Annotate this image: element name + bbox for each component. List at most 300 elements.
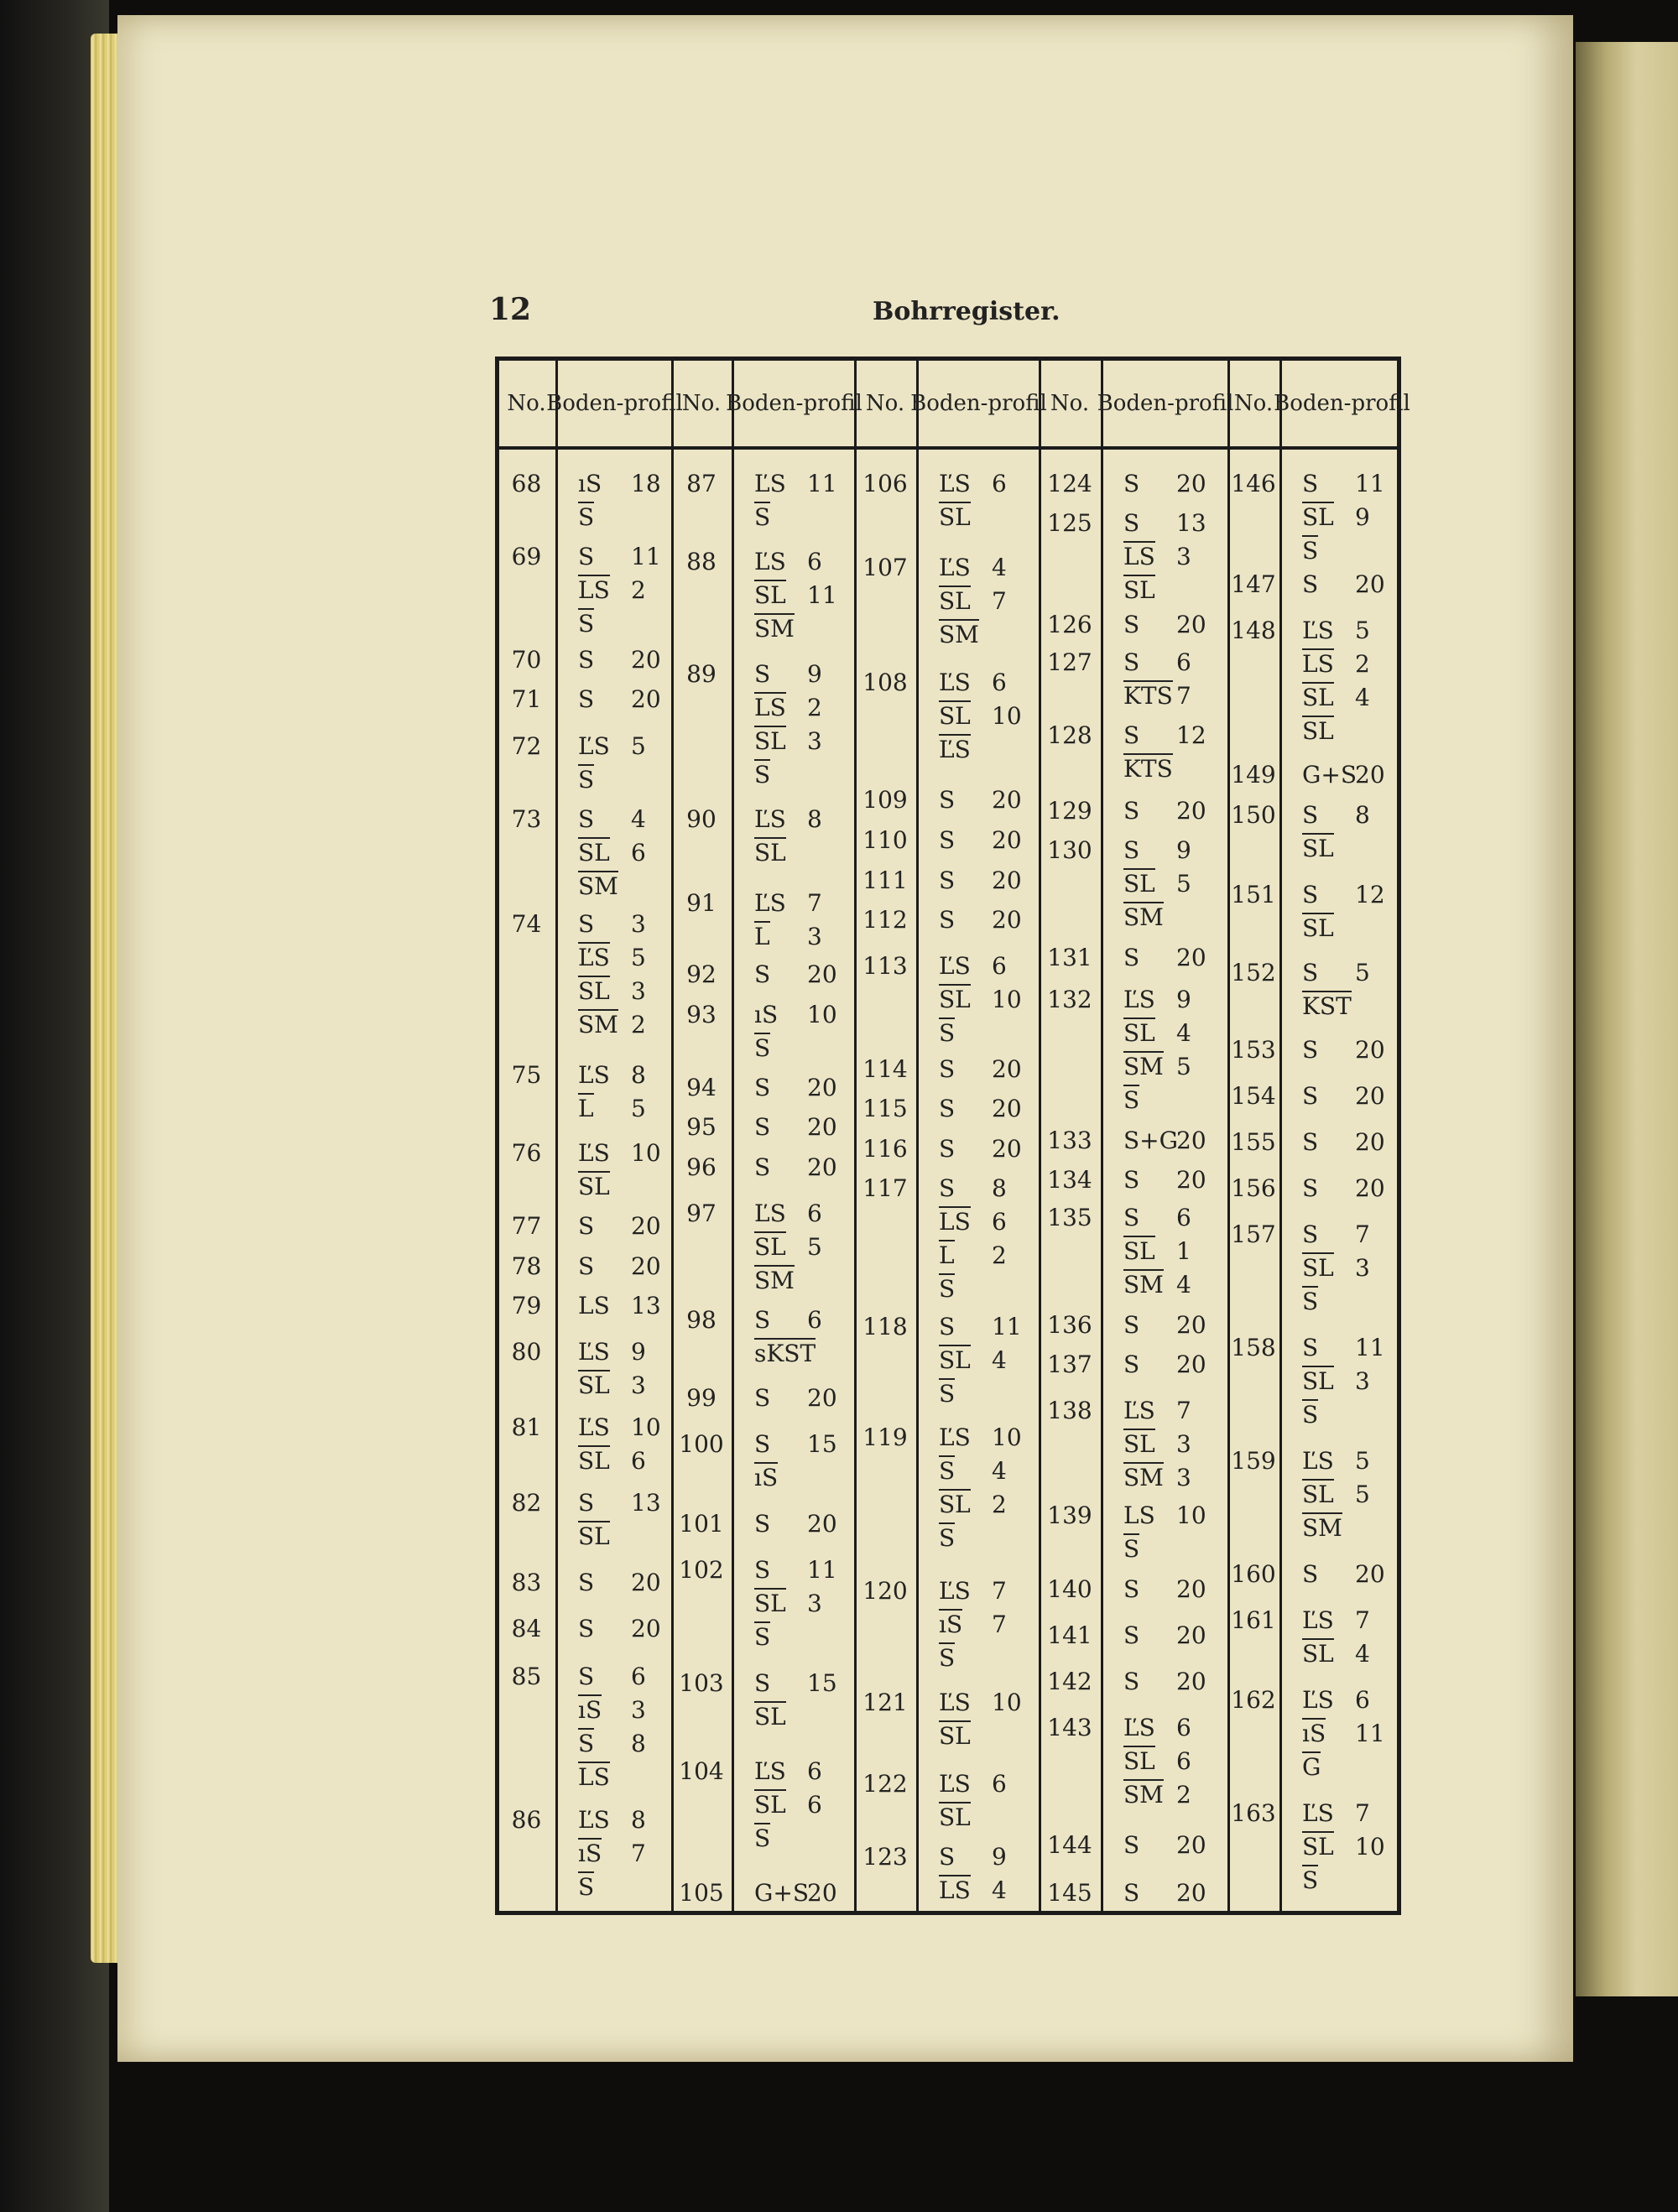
thickness-value: 7 bbox=[807, 889, 822, 917]
soil-code-text: S bbox=[1123, 1166, 1140, 1194]
soil-code-text: SL bbox=[754, 839, 786, 867]
column-rule bbox=[916, 361, 919, 1911]
soil-code-text: ĽS bbox=[939, 669, 971, 696]
soil-code bbox=[1123, 870, 1155, 898]
thickness-value: 6 bbox=[807, 1306, 822, 1334]
soil-code-text: LS bbox=[578, 576, 610, 604]
thickness-value: 10 bbox=[1355, 1833, 1385, 1861]
soil-code bbox=[1302, 1720, 1326, 1747]
soil-code bbox=[578, 944, 610, 971]
thickness-value: 5 bbox=[1176, 1053, 1191, 1080]
bore-number: 147 bbox=[1231, 570, 1276, 598]
thickness-value: 10 bbox=[807, 1001, 837, 1028]
soil-code-text: SL bbox=[578, 1447, 610, 1475]
soil-code-text: SL bbox=[578, 1371, 610, 1399]
page-title: Bohrregister. bbox=[873, 297, 1060, 326]
soil-code-text: ĽS bbox=[1123, 1397, 1155, 1424]
soil-code-text: ĽS bbox=[578, 732, 610, 760]
soil-code bbox=[1302, 1447, 1334, 1475]
soil-code-text: SM bbox=[578, 1011, 618, 1038]
thickness-value: 5 bbox=[1176, 870, 1191, 898]
thickness-value: 20 bbox=[631, 1252, 661, 1280]
bore-number: 136 bbox=[1047, 1311, 1092, 1339]
soil-code-text: L bbox=[578, 1095, 594, 1122]
bore-number: 150 bbox=[1231, 801, 1276, 829]
bore-number: 106 bbox=[862, 470, 908, 497]
soil-code bbox=[1302, 835, 1334, 862]
soil-code bbox=[578, 1371, 610, 1399]
thickness-value: 6 bbox=[1355, 1686, 1370, 1714]
soil-code bbox=[754, 660, 770, 688]
bore-number: 75 bbox=[511, 1061, 542, 1089]
bore-number: 92 bbox=[686, 960, 717, 988]
bore-number: 103 bbox=[679, 1669, 724, 1697]
thickness-value: 15 bbox=[807, 1430, 837, 1458]
soil-code-text: S bbox=[578, 766, 595, 794]
soil-code-text: L bbox=[754, 923, 770, 950]
bore-number: 68 bbox=[511, 470, 542, 497]
soil-code bbox=[939, 1524, 955, 1552]
thickness-value: 6 bbox=[807, 548, 822, 575]
soil-code-text: SL bbox=[578, 977, 610, 1005]
bore-number: 100 bbox=[679, 1430, 724, 1458]
bore-number: 72 bbox=[511, 732, 542, 760]
thickness-value: 12 bbox=[1176, 721, 1206, 749]
soil-code bbox=[754, 1113, 770, 1141]
soil-code bbox=[754, 1384, 770, 1412]
soil-code bbox=[578, 1061, 610, 1089]
soil-code-text: S bbox=[1123, 1879, 1140, 1907]
soil-code-text: S bbox=[939, 1380, 956, 1408]
soil-code-text: S bbox=[1123, 1831, 1140, 1859]
soil-code-text: S bbox=[1123, 1204, 1140, 1231]
soil-code-text: S bbox=[754, 1034, 771, 1062]
bore-number: 126 bbox=[1047, 611, 1092, 638]
header-no: No. bbox=[1233, 391, 1274, 416]
soil-code bbox=[939, 1208, 971, 1236]
thickness-value: 4 bbox=[1355, 1640, 1370, 1668]
soil-code-text: S bbox=[1302, 1128, 1319, 1156]
soil-code-text: S+G bbox=[1123, 1127, 1179, 1154]
thickness-value: 9 bbox=[631, 1338, 646, 1366]
soil-code bbox=[1302, 650, 1334, 678]
soil-code bbox=[578, 503, 594, 531]
soil-code bbox=[1302, 1481, 1334, 1508]
soil-code-text: SL bbox=[939, 1346, 971, 1374]
soil-code bbox=[1302, 617, 1334, 644]
bore-number: 71 bbox=[511, 685, 542, 713]
bore-number: 84 bbox=[511, 1615, 542, 1642]
thickness-value: 20 bbox=[992, 1135, 1022, 1163]
soil-code bbox=[1302, 1401, 1318, 1429]
soil-code bbox=[1302, 1833, 1334, 1861]
soil-code-text: SM bbox=[1302, 1514, 1342, 1542]
header-profil-text: profil bbox=[1174, 391, 1234, 416]
soil-code-text: S bbox=[1302, 1221, 1319, 1248]
soil-code-text: ıS bbox=[939, 1611, 963, 1638]
thickness-value: 20 bbox=[1355, 1560, 1385, 1588]
thickness-value: 6 bbox=[992, 1208, 1007, 1236]
thickness-value: 10 bbox=[631, 1413, 661, 1441]
soil-code-text: S bbox=[578, 543, 595, 570]
soil-code-text: S bbox=[754, 503, 771, 531]
header-bodenprofil bbox=[546, 361, 683, 446]
soil-code-text: S bbox=[1302, 1560, 1319, 1588]
soil-code-text: SL bbox=[1302, 1640, 1334, 1668]
soil-code bbox=[754, 1510, 770, 1538]
bore-number: 157 bbox=[1231, 1221, 1276, 1248]
thickness-value: 20 bbox=[1176, 944, 1206, 971]
thickness-value: 20 bbox=[1355, 570, 1385, 598]
bore-number: 120 bbox=[862, 1577, 908, 1605]
facing-page-edge bbox=[1576, 42, 1678, 1996]
soil-code-text: SL bbox=[578, 1173, 610, 1200]
soil-code-text: SL bbox=[754, 581, 786, 609]
soil-code bbox=[754, 1623, 770, 1651]
soil-code bbox=[578, 610, 594, 638]
header-boden-text: Boden- bbox=[546, 391, 624, 416]
soil-code-text: SL bbox=[1123, 1237, 1155, 1265]
soil-code-text: S bbox=[578, 1615, 595, 1642]
header-bodenprofil bbox=[1097, 361, 1234, 446]
thickness-value: 9 bbox=[807, 660, 822, 688]
soil-code bbox=[578, 1806, 610, 1834]
soil-code bbox=[939, 702, 971, 730]
bore-number: 160 bbox=[1231, 1560, 1276, 1588]
soil-code bbox=[1302, 570, 1318, 598]
thickness-value: 20 bbox=[1355, 1174, 1385, 1202]
thickness-value: 7 bbox=[1176, 682, 1191, 710]
soil-code-text: S bbox=[1302, 881, 1319, 908]
thickness-value: 7 bbox=[1355, 1799, 1370, 1827]
thickness-value: 11 bbox=[631, 543, 661, 570]
thickness-value: 6 bbox=[1176, 1204, 1191, 1231]
soil-code-text: S bbox=[754, 1074, 771, 1101]
soil-code bbox=[754, 727, 786, 755]
bore-number: 145 bbox=[1047, 1879, 1092, 1907]
soil-code-text: SM bbox=[578, 872, 618, 900]
soil-code bbox=[939, 736, 971, 763]
bore-number: 111 bbox=[862, 867, 908, 894]
thickness-value: 20 bbox=[631, 1212, 661, 1240]
soil-code bbox=[1123, 1747, 1155, 1775]
thickness-value: 7 bbox=[631, 1840, 646, 1867]
soil-code-text: S bbox=[939, 1275, 956, 1303]
bore-number: 154 bbox=[1231, 1082, 1276, 1110]
thickness-value: 2 bbox=[631, 576, 646, 604]
soil-code bbox=[1123, 1831, 1139, 1859]
soil-code bbox=[578, 1139, 610, 1167]
soil-code bbox=[754, 1590, 786, 1617]
bore-number: 93 bbox=[686, 1001, 717, 1028]
soil-code bbox=[1302, 881, 1318, 908]
thickness-value: 10 bbox=[992, 702, 1022, 730]
page-number: 12 bbox=[489, 292, 532, 327]
soil-code bbox=[578, 1696, 602, 1724]
soil-code-text: ĽS bbox=[578, 1061, 610, 1089]
soil-code-text: SM bbox=[1123, 1781, 1164, 1809]
soil-code bbox=[939, 1019, 955, 1047]
bore-number: 142 bbox=[1047, 1668, 1092, 1695]
thickness-value: 20 bbox=[1176, 1831, 1206, 1859]
soil-code bbox=[754, 1703, 786, 1731]
bore-number: 116 bbox=[862, 1135, 908, 1163]
thickness-value: 20 bbox=[807, 1879, 837, 1907]
thickness-value: 20 bbox=[1355, 1036, 1385, 1064]
thickness-value: 5 bbox=[1355, 1481, 1370, 1508]
soil-code-text: G+S bbox=[1302, 761, 1358, 789]
soil-code-text: L bbox=[939, 1241, 955, 1269]
soil-code bbox=[578, 1730, 594, 1757]
soil-code bbox=[939, 669, 971, 696]
soil-code-text: SM bbox=[1123, 1053, 1164, 1080]
soil-code-text: S bbox=[578, 1569, 595, 1596]
soil-code-text: LS bbox=[578, 1763, 610, 1791]
soil-code bbox=[1302, 914, 1334, 942]
thickness-value: 10 bbox=[1176, 1502, 1206, 1529]
soil-code bbox=[754, 1200, 786, 1227]
soil-code bbox=[578, 685, 594, 713]
header-profil-text: profil bbox=[1351, 391, 1410, 416]
soil-code bbox=[939, 1457, 955, 1485]
thickness-value: 5 bbox=[1355, 1447, 1370, 1475]
soil-code-text: S bbox=[939, 1644, 956, 1672]
soil-code bbox=[754, 805, 786, 833]
bore-number: 122 bbox=[862, 1770, 908, 1798]
thickness-value: 6 bbox=[807, 1200, 822, 1227]
bore-number: 132 bbox=[1047, 986, 1092, 1013]
thickness-value: 3 bbox=[631, 1696, 646, 1724]
soil-code bbox=[1123, 1127, 1178, 1154]
soil-code-text: KTS bbox=[1123, 755, 1173, 783]
soil-code-text: KTS bbox=[1123, 682, 1173, 710]
soil-code-text: S bbox=[754, 1153, 771, 1181]
soil-code bbox=[939, 554, 971, 581]
thickness-value: 4 bbox=[992, 1346, 1007, 1374]
soil-code bbox=[1302, 1799, 1334, 1827]
soil-code-text: ĽS bbox=[754, 1757, 786, 1785]
header-boden-text: Boden- bbox=[1097, 391, 1175, 416]
soil-code bbox=[939, 986, 971, 1013]
soil-code bbox=[754, 1153, 770, 1181]
thickness-value: 20 bbox=[807, 1510, 837, 1538]
thickness-value: 7 bbox=[1355, 1606, 1370, 1634]
soil-code-text: SM bbox=[754, 615, 795, 643]
soil-code bbox=[1302, 1560, 1318, 1588]
thickness-value: 20 bbox=[992, 826, 1022, 854]
thickness-value: 5 bbox=[631, 732, 646, 760]
bore-number: 146 bbox=[1231, 470, 1276, 497]
soil-code bbox=[1302, 959, 1318, 986]
soil-code-text: S bbox=[578, 1873, 595, 1901]
soil-code-text: SM bbox=[939, 621, 979, 648]
soil-code-text: G bbox=[1302, 1753, 1321, 1781]
soil-code-text: S bbox=[754, 1306, 771, 1334]
soil-code-text: SL bbox=[578, 839, 610, 867]
soil-code-text: S bbox=[939, 1313, 956, 1340]
soil-code-text: S bbox=[754, 1669, 771, 1697]
thickness-value: 7 bbox=[1355, 1221, 1370, 1248]
thickness-value: 6 bbox=[807, 1757, 822, 1785]
soil-code bbox=[939, 1423, 971, 1451]
thickness-value: 6 bbox=[631, 839, 646, 867]
soil-code bbox=[578, 1615, 594, 1642]
soil-code bbox=[1123, 1351, 1139, 1378]
thickness-value: 20 bbox=[992, 1095, 1022, 1122]
soil-code-text: SL bbox=[1123, 1430, 1155, 1458]
soil-code bbox=[1123, 1575, 1139, 1603]
soil-code bbox=[578, 1413, 610, 1441]
soil-code bbox=[939, 470, 971, 497]
thickness-value: 20 bbox=[1176, 1127, 1206, 1154]
soil-code-text: SL bbox=[754, 1233, 786, 1261]
bore-number: 140 bbox=[1047, 1575, 1092, 1603]
thickness-value: 20 bbox=[1355, 761, 1385, 789]
bore-number: 82 bbox=[511, 1489, 542, 1517]
soil-code bbox=[1302, 717, 1334, 745]
soil-code-text: LS bbox=[939, 1208, 971, 1236]
soil-code-text: ĽS bbox=[939, 736, 971, 763]
soil-code bbox=[754, 960, 770, 988]
soil-code-text: SL bbox=[1302, 1254, 1334, 1282]
soil-code bbox=[939, 1689, 971, 1716]
soil-code bbox=[1123, 509, 1139, 537]
bore-number: 85 bbox=[511, 1663, 542, 1690]
thickness-value: 20 bbox=[1176, 1166, 1206, 1194]
soil-code-text: S bbox=[754, 1510, 771, 1538]
soil-code-text: S bbox=[1302, 1334, 1319, 1361]
soil-code-text: S bbox=[1123, 1535, 1140, 1563]
soil-code bbox=[754, 1074, 770, 1101]
soil-code bbox=[1123, 1053, 1164, 1080]
thickness-value: 20 bbox=[631, 646, 661, 674]
soil-code bbox=[1123, 1430, 1155, 1458]
soil-code bbox=[754, 1034, 770, 1062]
bore-number: 88 bbox=[686, 548, 717, 575]
soil-code-text: S bbox=[754, 761, 771, 789]
soil-code bbox=[1302, 1640, 1334, 1668]
soil-code-text: S bbox=[578, 1663, 595, 1690]
soil-code-text: ĽS bbox=[578, 944, 610, 971]
soil-code bbox=[1123, 1879, 1139, 1907]
bore-number: 99 bbox=[686, 1384, 717, 1412]
soil-code-text: SM bbox=[1123, 1271, 1164, 1299]
soil-code bbox=[939, 1843, 955, 1871]
bore-number: 73 bbox=[511, 805, 542, 833]
header-profil-text: profil bbox=[803, 391, 862, 416]
thickness-value: 20 bbox=[807, 1074, 837, 1101]
bore-number: 133 bbox=[1047, 1127, 1092, 1154]
soil-code bbox=[754, 1306, 770, 1334]
soil-code-text: SM bbox=[1123, 903, 1164, 931]
soil-code-text: ıS bbox=[754, 1464, 779, 1491]
thickness-value: 11 bbox=[807, 1556, 837, 1584]
bore-number: 78 bbox=[511, 1252, 542, 1280]
soil-code bbox=[1123, 648, 1139, 676]
bore-number: 156 bbox=[1231, 1174, 1276, 1202]
soil-code bbox=[754, 839, 786, 867]
bore-number: 108 bbox=[862, 669, 908, 696]
soil-code bbox=[1123, 903, 1164, 931]
soil-code bbox=[578, 872, 618, 900]
bore-number: 123 bbox=[862, 1843, 908, 1871]
bore-number: 98 bbox=[686, 1306, 717, 1334]
soil-code-text: ĽS bbox=[939, 1689, 971, 1716]
soil-code bbox=[1302, 1367, 1334, 1395]
soil-code-text: SL bbox=[939, 503, 971, 531]
soil-code bbox=[578, 646, 594, 674]
thickness-value: 8 bbox=[631, 1806, 646, 1834]
soil-code-text: S bbox=[1123, 470, 1140, 497]
soil-code bbox=[939, 1174, 955, 1202]
bore-number: 109 bbox=[862, 786, 908, 814]
soil-code bbox=[1123, 1464, 1164, 1491]
soil-code bbox=[1123, 1781, 1164, 1809]
soil-code bbox=[754, 889, 786, 917]
thickness-value: 9 bbox=[992, 1843, 1007, 1871]
bore-number: 155 bbox=[1231, 1128, 1276, 1156]
thickness-value: 10 bbox=[992, 1423, 1022, 1451]
soil-code bbox=[1123, 1502, 1155, 1529]
thickness-value: 4 bbox=[992, 1457, 1007, 1485]
soil-code bbox=[754, 1340, 816, 1367]
soil-code bbox=[578, 1212, 594, 1240]
soil-code bbox=[1123, 1166, 1139, 1194]
bore-number: 81 bbox=[511, 1413, 542, 1441]
bohrregister-table bbox=[495, 357, 1410, 1915]
soil-code-text: S bbox=[1302, 1866, 1319, 1894]
soil-code bbox=[1123, 986, 1155, 1013]
bore-number: 86 bbox=[511, 1806, 542, 1834]
thickness-value: 9 bbox=[1176, 836, 1191, 864]
soil-code bbox=[1302, 1082, 1318, 1110]
soil-code bbox=[578, 1522, 610, 1550]
soil-code bbox=[1302, 1174, 1318, 1202]
soil-code-text: S bbox=[1302, 537, 1319, 565]
bore-number: 94 bbox=[686, 1074, 717, 1101]
soil-code-text: S bbox=[578, 1252, 595, 1280]
bore-number: 117 bbox=[862, 1174, 908, 1202]
soil-code-text: SL bbox=[939, 587, 971, 615]
soil-code bbox=[754, 761, 770, 789]
soil-code bbox=[754, 1001, 778, 1028]
soil-code-text: S bbox=[939, 906, 956, 934]
thickness-value: 20 bbox=[1176, 470, 1206, 497]
soil-code-text: S bbox=[1123, 1668, 1140, 1695]
soil-code bbox=[754, 1464, 778, 1491]
thickness-value: 5 bbox=[807, 1233, 822, 1261]
header-rule bbox=[499, 446, 1397, 450]
soil-code bbox=[1123, 543, 1155, 570]
thickness-value: 7 bbox=[992, 1611, 1007, 1638]
soil-code bbox=[1302, 1036, 1318, 1064]
thickness-value: 8 bbox=[992, 1174, 1007, 1202]
soil-code bbox=[1302, 503, 1334, 531]
soil-code-text: S bbox=[1302, 801, 1319, 829]
header-no: No. bbox=[1050, 391, 1090, 416]
soil-code bbox=[578, 543, 594, 570]
soil-code bbox=[754, 503, 770, 531]
soil-code-text: S bbox=[1123, 648, 1140, 676]
soil-code bbox=[1302, 1686, 1334, 1714]
soil-code-text: S bbox=[939, 1095, 956, 1122]
thickness-value: 5 bbox=[1355, 617, 1370, 644]
soil-code-text: SL bbox=[1302, 1367, 1334, 1395]
soil-code-text: ıS bbox=[578, 1840, 602, 1867]
bore-number: 141 bbox=[1047, 1621, 1092, 1649]
soil-code-text: S bbox=[578, 610, 595, 638]
soil-code bbox=[578, 470, 602, 497]
